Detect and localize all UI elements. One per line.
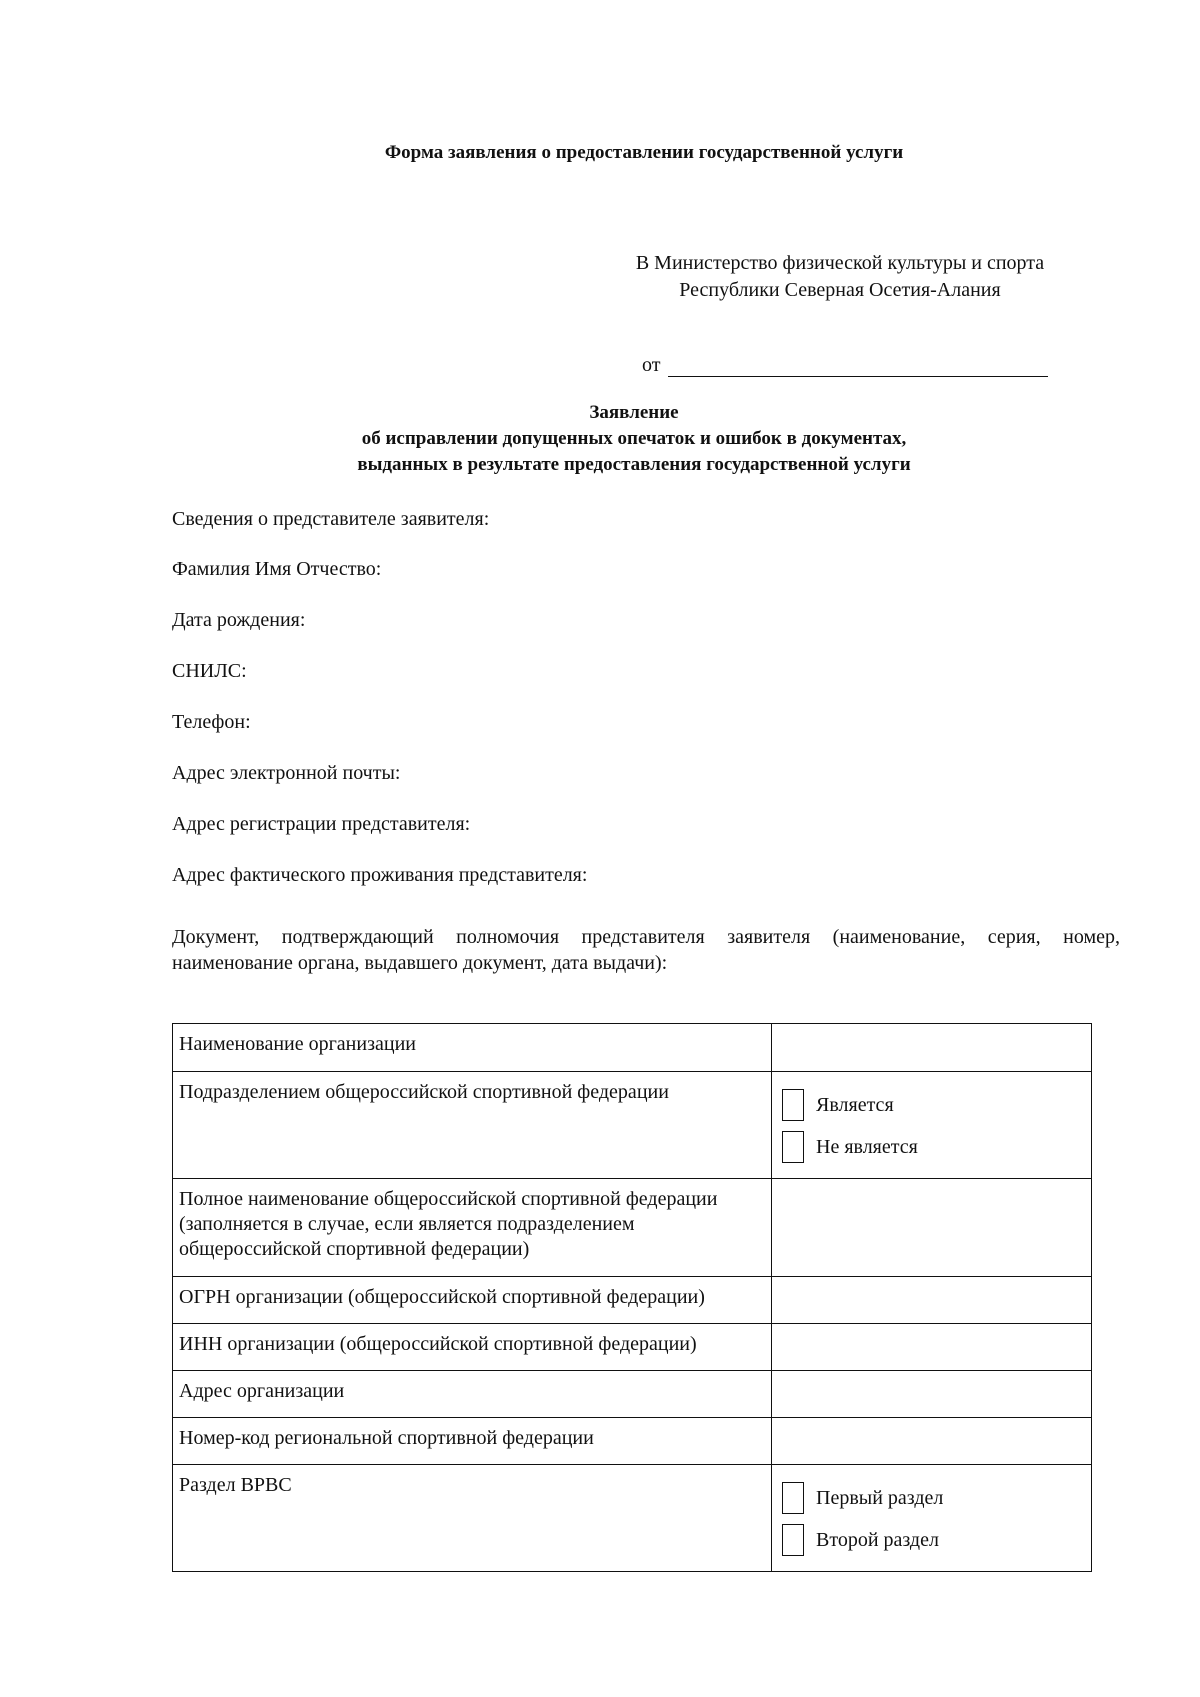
statement-subtitle-2: выданных в результате предоставления государственной услуги bbox=[357, 454, 911, 475]
from-blank-field[interactable] bbox=[668, 356, 1048, 377]
field-email: Адрес электронной почты: bbox=[172, 762, 401, 784]
organization-table bbox=[172, 1023, 1092, 1572]
options-cell bbox=[772, 1465, 1092, 1572]
addressee-line-2: Республики Северная Осетия-Алания bbox=[679, 279, 1001, 301]
option-is[interactable] bbox=[778, 1084, 1085, 1126]
row-label: ИНН организации (общероссийской спортивной федерации) bbox=[173, 1324, 772, 1371]
field-registration-address: Адрес регистрации представителя: bbox=[172, 813, 471, 835]
value-cell[interactable] bbox=[772, 1024, 1092, 1072]
statement-title: Заявление bbox=[589, 402, 679, 423]
value-cell[interactable] bbox=[772, 1371, 1092, 1418]
option-label: Второй раздел bbox=[816, 1528, 939, 1551]
value-cell[interactable] bbox=[772, 1418, 1092, 1465]
statement-heading bbox=[0, 400, 1200, 478]
table-row bbox=[173, 1465, 1092, 1572]
value-cell[interactable] bbox=[772, 1179, 1092, 1277]
field-full-name: Фамилия Имя Отчество: bbox=[172, 558, 382, 580]
statement-subtitle-1: об исправлении допущенных опечаток и ошибок в документах, bbox=[361, 428, 907, 449]
table-row bbox=[173, 1324, 1092, 1371]
row-label: Раздел ВРВС bbox=[173, 1465, 772, 1572]
form-title: Форма заявления о предоставлении государственной услуги bbox=[384, 142, 904, 163]
field-authority-document: Документ, подтверждающий полномочия представителя заявителя (наименование, серия, номер, наименование органа, выдавшего документ, дата выдачи): bbox=[172, 926, 1120, 974]
checkbox[interactable] bbox=[782, 1482, 804, 1514]
checkbox[interactable] bbox=[782, 1524, 804, 1556]
field-snils: СНИЛС: bbox=[172, 660, 247, 682]
value-cell[interactable] bbox=[772, 1277, 1092, 1324]
addressee-block bbox=[600, 250, 1080, 304]
row-label: Наименование организации bbox=[173, 1024, 772, 1072]
row-label: ОГРН организации (общероссийской спортивной федерации) bbox=[173, 1277, 772, 1324]
options-cell bbox=[772, 1072, 1092, 1179]
field-phone: Телефон: bbox=[172, 711, 251, 733]
table-row bbox=[173, 1277, 1092, 1324]
table-row bbox=[173, 1072, 1092, 1179]
table-row bbox=[173, 1418, 1092, 1465]
option-label: Является bbox=[816, 1093, 894, 1116]
row-label: Подразделением общероссийской спортивной федерации bbox=[173, 1072, 772, 1179]
value-cell[interactable] bbox=[772, 1324, 1092, 1371]
field-actual-address: Адрес фактического проживания представителя: bbox=[172, 864, 588, 886]
table-row bbox=[173, 1179, 1092, 1277]
addressee-line-1: В Министерство физической культуры и спорта bbox=[635, 252, 1045, 274]
field-birth-date: Дата рождения: bbox=[172, 609, 306, 631]
option-label: Первый раздел bbox=[816, 1486, 944, 1509]
option-label: Не является bbox=[816, 1135, 918, 1158]
table-row bbox=[173, 1371, 1092, 1418]
checkbox[interactable] bbox=[782, 1089, 804, 1121]
table-row bbox=[173, 1024, 1092, 1072]
row-label: Полное наименование общероссийской спортивной федерации (заполняется в случае, если является подразделением общероссийской спортивной федерации) bbox=[173, 1179, 772, 1277]
representative-section-label: Сведения о представителе заявителя: bbox=[172, 508, 490, 530]
row-label: Номер-код региональной спортивной федерации bbox=[173, 1418, 772, 1465]
row-label: Адрес организации bbox=[173, 1371, 772, 1418]
option-first-section[interactable] bbox=[778, 1477, 1085, 1519]
option-is-not[interactable] bbox=[778, 1126, 1085, 1168]
checkbox[interactable] bbox=[782, 1131, 804, 1163]
from-label: от bbox=[642, 354, 661, 376]
from-line bbox=[642, 354, 1048, 377]
option-second-section[interactable] bbox=[778, 1519, 1085, 1561]
